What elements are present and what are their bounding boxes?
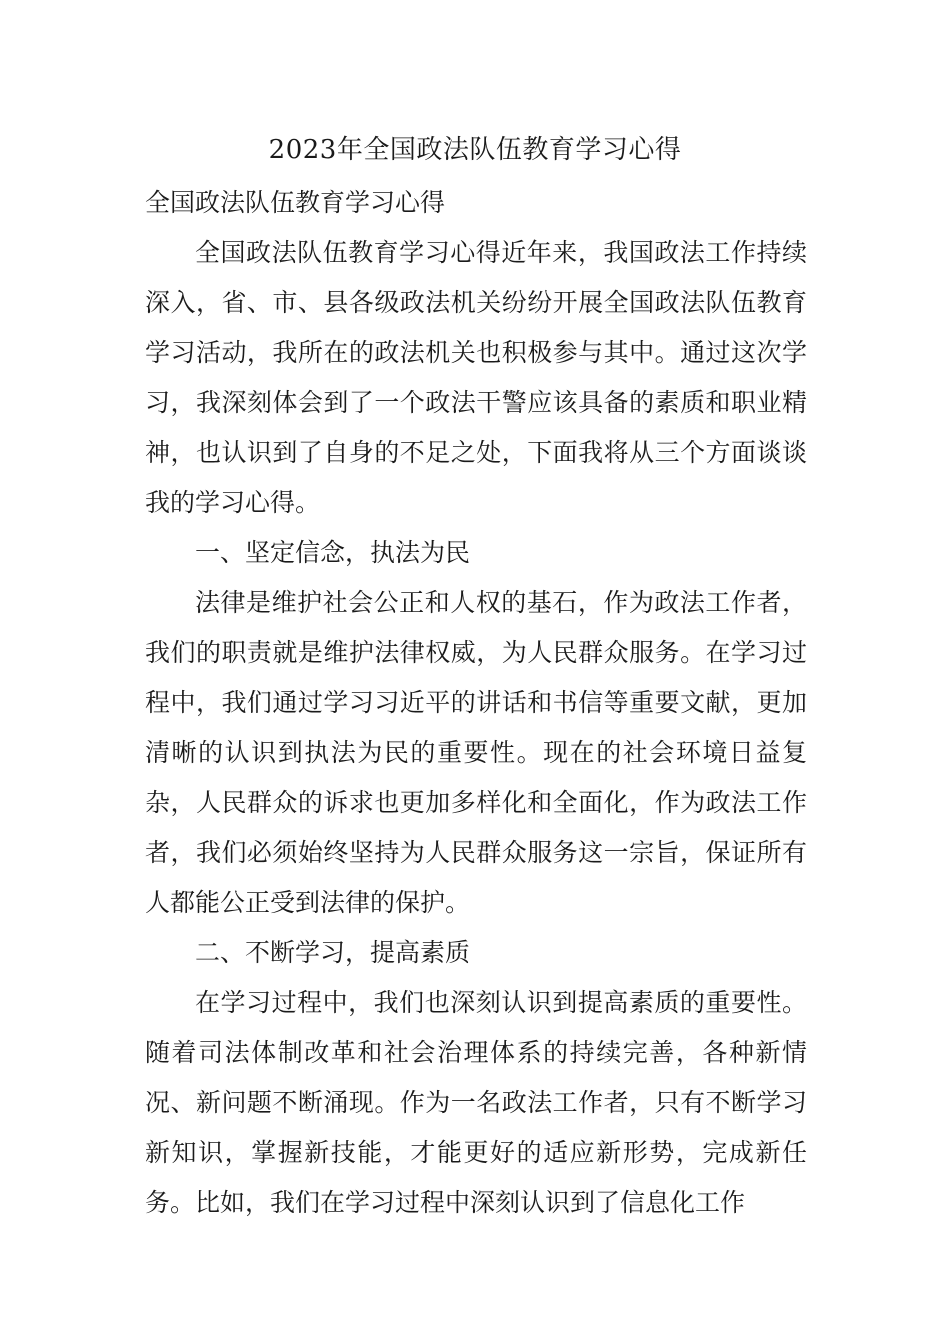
document-body <box>145 178 807 1228</box>
section-2-paragraph: 在学习过程中，我们也深刻认识到提高素质的重要性。随着司法体制改革和社会治理体系的持续完善，各种新情况、新问题不断涌现。作为一名政法工作者，只有不断学习新知识，掌握新技能，才能更好的适应新形势，完成新任务。比如，我们在学习过程中深刻认识到了信息化工作 <box>145 988 807 1217</box>
section-heading-2: 二、不断学习，提高素质 <box>195 938 471 967</box>
document-title: 2023年全国政法队伍教育学习心得 <box>268 135 682 165</box>
section-1-paragraph: 法律是维护社会公正和人权的基石，作为政法工作者，我们的职责就是维护法律权威，为人民群众服务。在学习过程中，我们通过学习习近平的讲话和书信等重要文献，更加清晰的认识到执法为民的重要性。现在的社会环境日益复杂，人民群众的诉求也更加多样化和全面化，作为政法工作者，我们必须始终坚持为人民群众服务这一宗旨，保证所有人都能公正受到法律的保护。 <box>145 588 807 917</box>
section-heading-1: 一、坚定信念，执法为民 <box>195 538 471 567</box>
intro-paragraph: 全国政法队伍教育学习心得近年来，我国政法工作持续深入，省、市、县各级政法机关纷纷开展全国政法队伍教育学习活动，我所在的政法机关也积极参与其中。通过这次学习，我深刻体会到了一个政法干警应该具备的素质和职业精神，也认识到了自身的不足之处，下面我将从三个方面谈谈我的学习心得。 <box>145 238 807 517</box>
document-subtitle: 全国政法队伍教育学习心得 <box>145 188 446 217</box>
